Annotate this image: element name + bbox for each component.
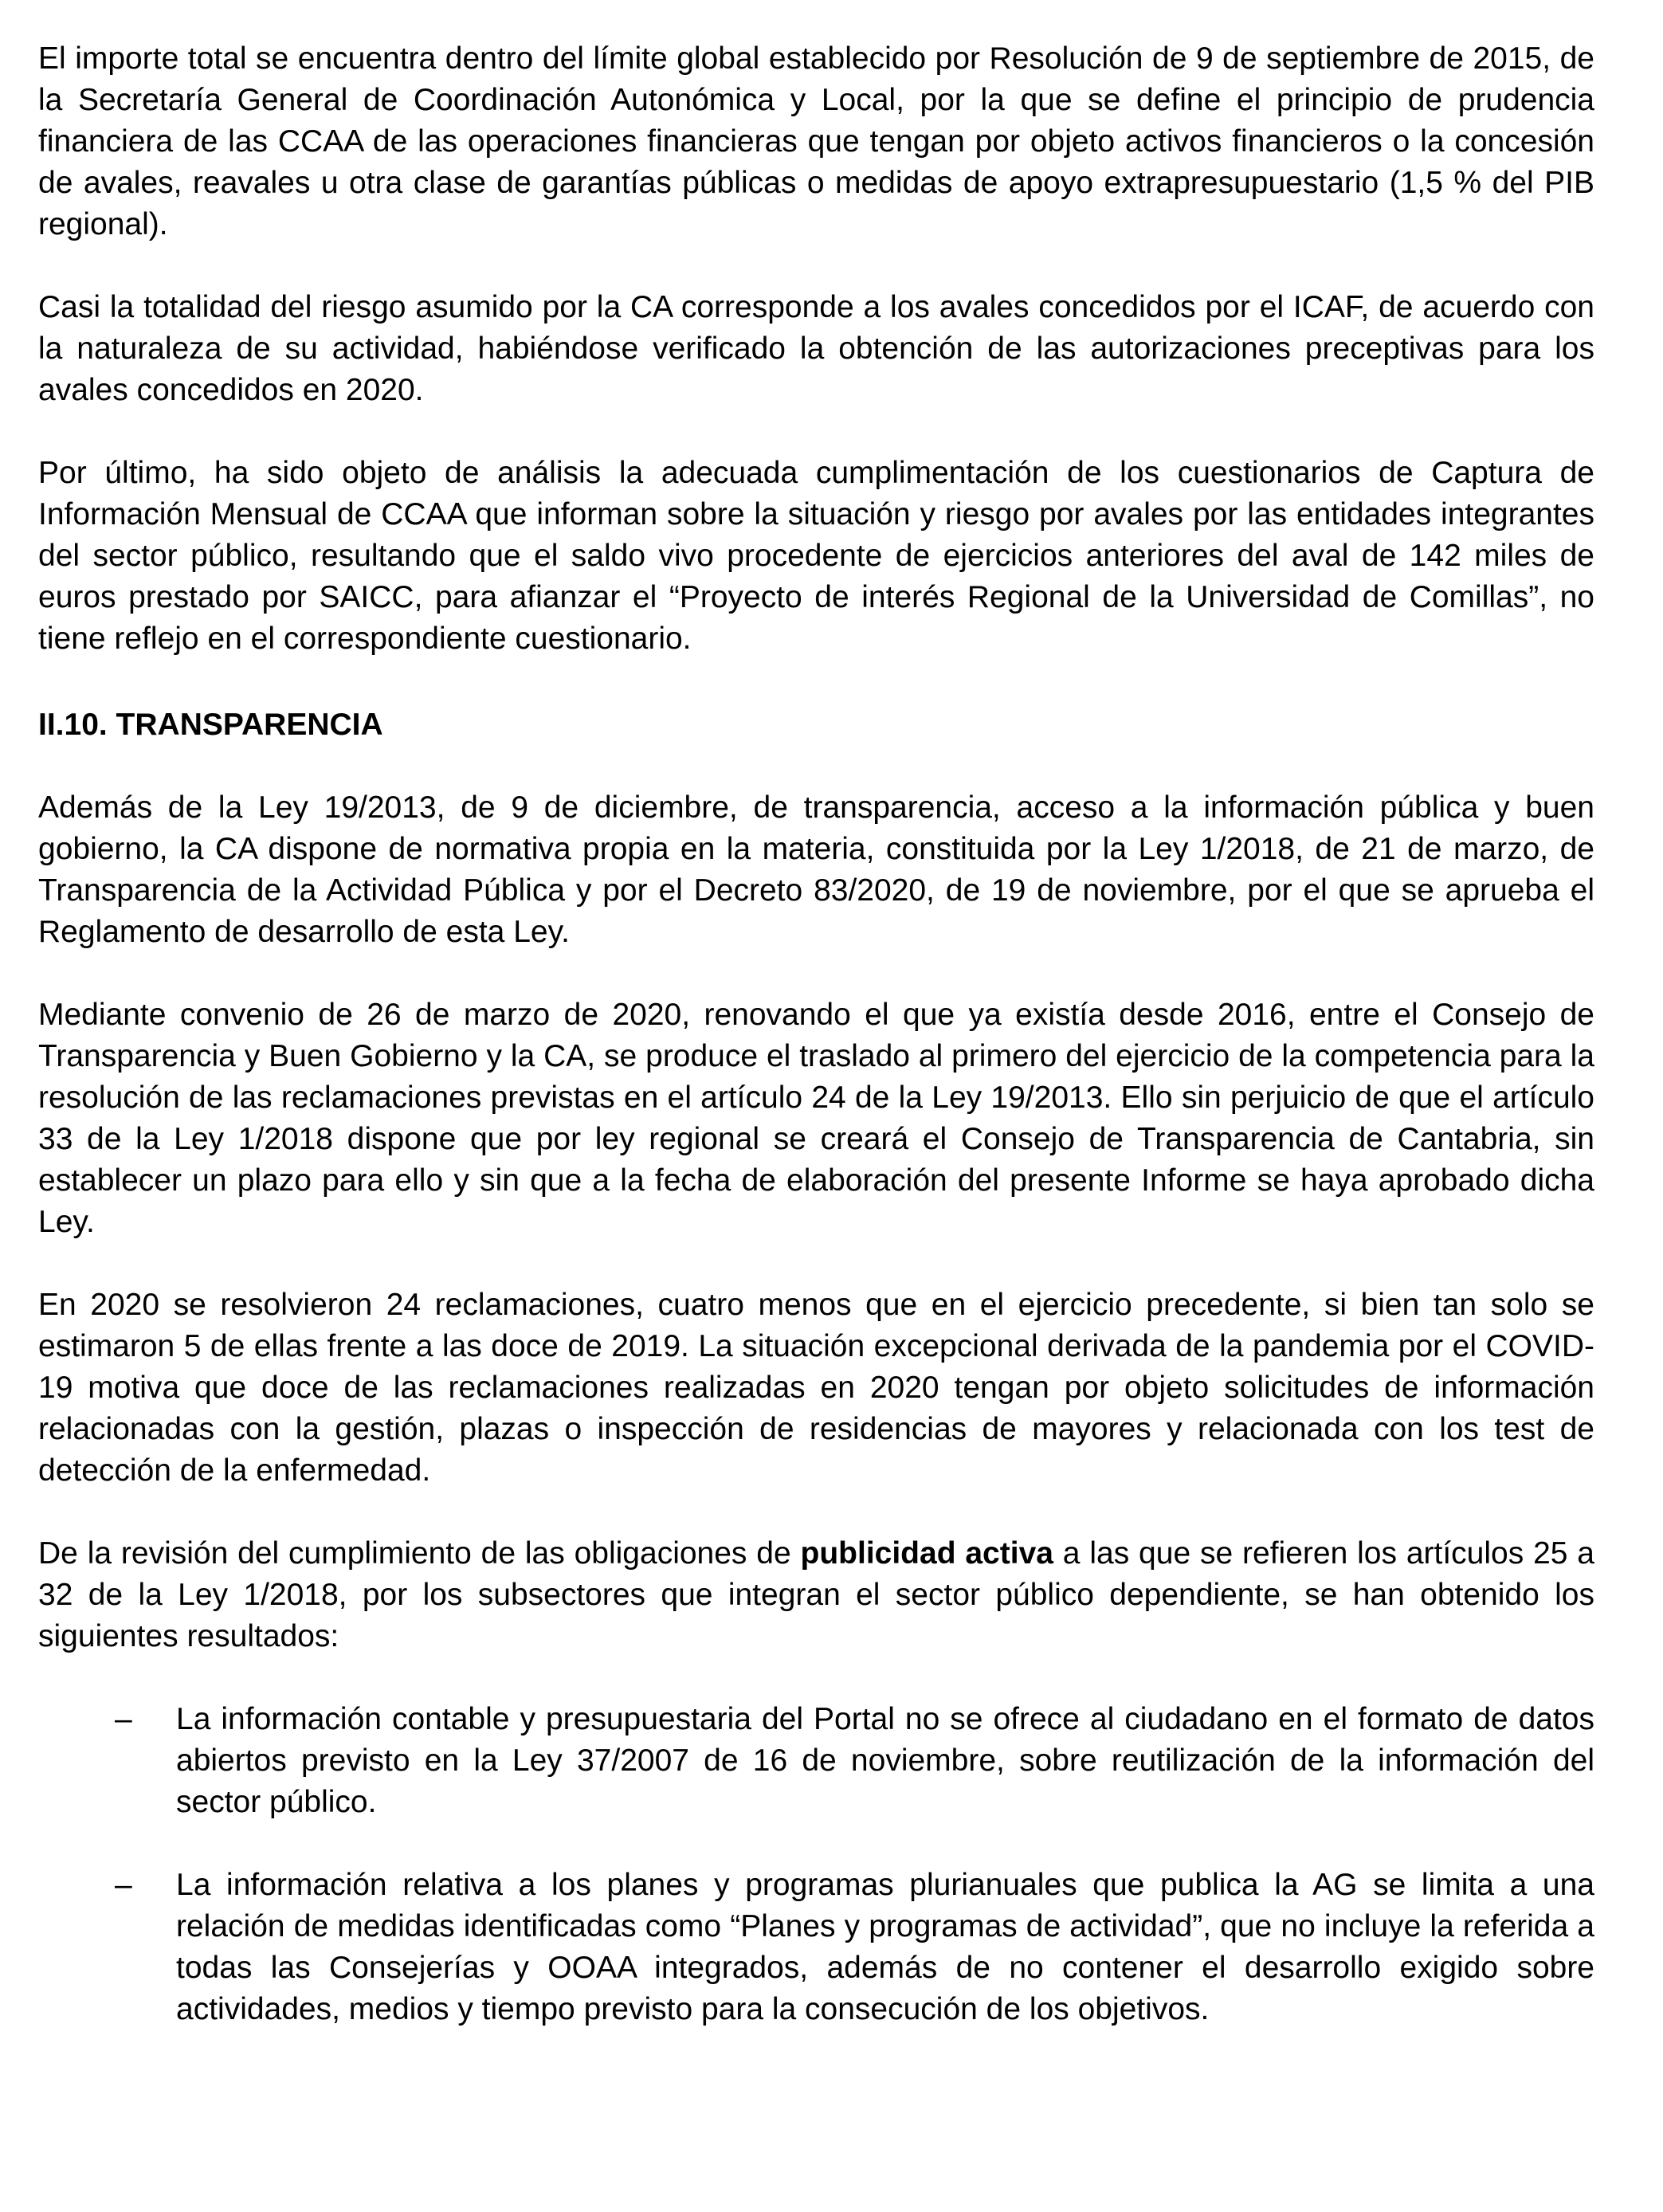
dash-marker: – — [115, 1702, 132, 1736]
results-list — [38, 1699, 1594, 2030]
paragraph-publicidad-activa — [38, 1533, 1594, 1657]
dash-marker: – — [115, 1868, 132, 1902]
publicidad-text-after: a las que se refieren los artículos 25 a 32 de la Ley 1/2018, por los subsectores que integran el sector público dependiente, se han obtenido los siguientes resultados: — [38, 1536, 1594, 1653]
list-item — [38, 1865, 1594, 2030]
paragraph-limite-global: El importe total se encuentra dentro del límite global establecido por Resolución de 9 de septiembre de 2015, de la Secretaría General de Coordinación Autonómica y Local, por la que se define el principio de prudencia financiera de las CCAA de las operaciones financieras que tengan por objeto activos financieros o la concesión de avales, reavales u otra clase de garantías públicas o medidas de apoyo extrapresupuestario (1,5 % del PIB regional). — [38, 41, 1594, 241]
list-item-text: La información relativa a los planes y programas plurianuales que publica la AG se limita a una relación de medidas identificadas como “Planes y programas de actividad”, que no incluye la referida a todas las Consejerías y OOAA integrados, además de no contener el desarrollo exigido sobre actividades, medios y tiempo previsto para la consecución de los objetivos. — [176, 1868, 1594, 2026]
paragraph-convenio: Mediante convenio de 26 de marzo de 2020, renovando el que ya existía desde 2016, entre el Consejo de Transparencia y Buen Gobierno y la CA, se produce el traslado al primero del ejercicio de la competencia para la resolución de las reclamaciones previstas en el artículo 24 de la Ley 19/2013. Ello sin perjuicio de que el artículo 33 de la Ley 1/2018 dispone que por ley regional se creará el Consejo de Transparencia de Cantabria, sin establecer un plazo para ello y sin que a la fecha de elaboración del presente Informe se haya aprobado dicha Ley. — [38, 998, 1594, 1239]
list-item — [38, 1699, 1594, 1823]
paragraph-cuestionarios: Por último, ha sido objeto de análisis la adecuada cumplimentación de los cuestionarios de Captura de Información Mensual de CCAA que informan sobre la situación y riesgo por avales por las entidades integrantes del sector público, resultando que el saldo vivo procedente de ejercicios anteriores del aval de 142 miles de euros prestado por SAICC, para afianzar el “Proyecto de interés Regional de la Universidad de Comillas”, no tiene reflejo en el correspondiente cuestionario. — [38, 456, 1594, 656]
paragraph-normativa: Además de la Ley 19/2013, de 9 de diciembre, de transparencia, acceso a la información pública y buen gobierno, la CA dispone de normativa propia en la materia, constituida por la Ley 1/2018, de 21 de marzo, de Transparencia de la Actividad Pública y por el Decreto 83/2020, de 19 de noviembre, por el que se aprueba el Reglamento de desarrollo de esta Ley. — [38, 790, 1594, 949]
paragraph-riesgo-avales: Casi la totalidad del riesgo asumido por la CA corresponde a los avales concedidos por el ICAF, de acuerdo con la naturaleza de su actividad, habiéndose verificado la obtención de las autorizaciones preceptivas para los avales concedidos en 2020. — [38, 290, 1594, 407]
paragraph-reclamaciones: En 2020 se resolvieron 24 reclamaciones, cuatro menos que en el ejercicio precedente, si bien tan solo se estimaron 5 de ellas frente a las doce de 2019. La situación excepcional derivada de la pandemia por el COVID-19 motiva que doce de las reclamaciones realizadas en 2020 tengan por objeto solicitudes de información relacionadas con la gestión, plazas o inspección de residencias de mayores y relacionada con los test de detección de la enfermedad. — [38, 1288, 1594, 1488]
section-heading: II.10. TRANSPARENCIA — [38, 708, 383, 742]
document-page — [38, 38, 1594, 2030]
publicidad-text-before: De la revisión del cumplimiento de las obligaciones de — [38, 1536, 801, 1571]
publicidad-activa-bold: publicidad activa — [800, 1536, 1053, 1571]
list-item-text: La información contable y presupuestaria del Portal no se ofrece al ciudadano en el formato de datos abiertos previsto en la Ley 37/2007 de 16 de noviembre, sobre reutilización de la información del sector público. — [176, 1702, 1594, 1819]
